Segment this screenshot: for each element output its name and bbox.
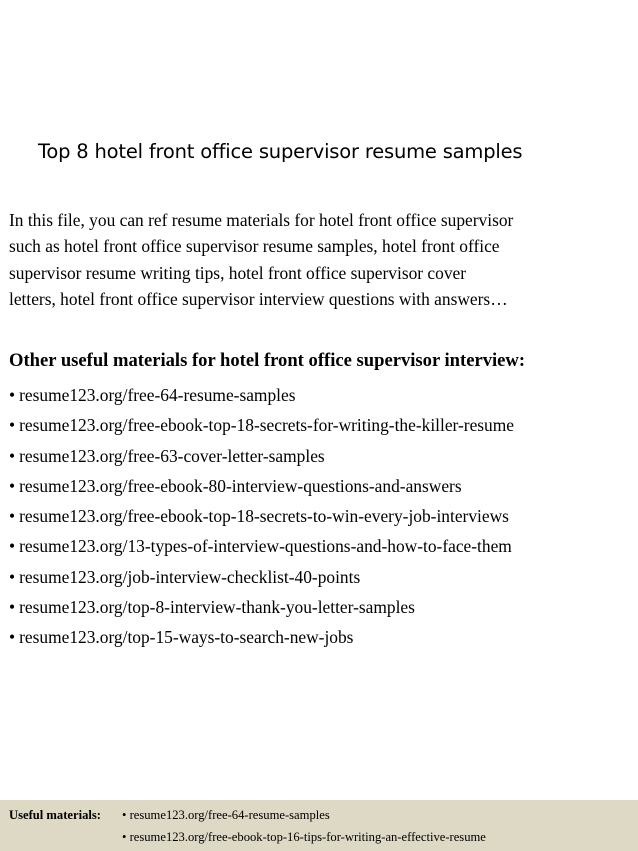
intro-line: In this file, you can ref resume materials for hotel front office supervisor <box>9 210 514 230</box>
intro-paragraph <box>9 207 629 313</box>
footer-bar <box>0 800 638 851</box>
materials-link-list <box>9 384 634 657</box>
list-item <box>9 596 634 626</box>
page-title: Top 8 hotel front office supervisor resume samples <box>38 140 523 163</box>
list-item <box>9 414 634 444</box>
material-link[interactable]: resume123.org/13-types-of-interview-questions-and-how-to-face-them <box>19 536 512 557</box>
list-item <box>9 505 634 535</box>
material-link[interactable]: resume123.org/free-64-resume-samples <box>19 385 296 405</box>
bullet: • <box>9 415 16 436</box>
footer-label: Useful materials <box>9 808 97 822</box>
list-item <box>9 384 634 414</box>
footer-link[interactable]: resume123.org/free-ebook-top-16-tips-for-writing-an-effective-resume <box>129 830 486 844</box>
bullet: • <box>9 536 16 557</box>
footer-label-group <box>9 808 101 823</box>
materials-heading: Other useful materials for hotel front office supervisor interview: <box>9 350 526 371</box>
intro-line: supervisor resume writing tips, hotel front office supervisor cover <box>9 262 467 283</box>
footer-link[interactable]: resume123.org/free-64-resume-samples <box>129 808 330 822</box>
list-item <box>9 475 634 505</box>
intro-line: letters, hotel front office supervisor interview questions with answers… <box>9 289 508 310</box>
bullet: • <box>9 566 16 587</box>
bullet: • <box>9 506 16 527</box>
bullet: • <box>122 808 127 822</box>
bullet: • <box>9 385 16 405</box>
material-link[interactable]: resume123.org/free-ebook-80-interview-questions-and-answers <box>19 475 462 496</box>
bullet: • <box>122 830 127 844</box>
bullet: • <box>9 597 16 618</box>
footer-separator: : <box>96 808 101 822</box>
bullet: • <box>9 445 16 466</box>
material-link[interactable]: resume123.org/top-8-interview-thank-you-letter-samples <box>19 597 415 618</box>
footer-link-row <box>122 830 486 845</box>
bullet: • <box>9 475 16 496</box>
intro-line: such as hotel front office supervisor resume samples, hotel front office <box>9 236 500 257</box>
list-item <box>9 445 634 475</box>
list-item <box>9 626 634 656</box>
material-link[interactable]: resume123.org/top-15-ways-to-search-new-jobs <box>19 627 354 648</box>
material-link[interactable]: resume123.org/free-63-cover-letter-samples <box>19 445 325 466</box>
list-item <box>9 566 634 596</box>
material-link[interactable]: resume123.org/job-interview-checklist-40-points <box>19 566 361 587</box>
material-link[interactable]: resume123.org/free-ebook-top-18-secrets-to-win-every-job-interviews <box>19 506 509 527</box>
bullet: • <box>9 627 16 648</box>
footer-link-row <box>122 808 330 823</box>
list-item <box>9 535 634 565</box>
material-link[interactable]: resume123.org/free-ebook-top-18-secrets-for-writing-the-killer-resume <box>19 415 514 436</box>
